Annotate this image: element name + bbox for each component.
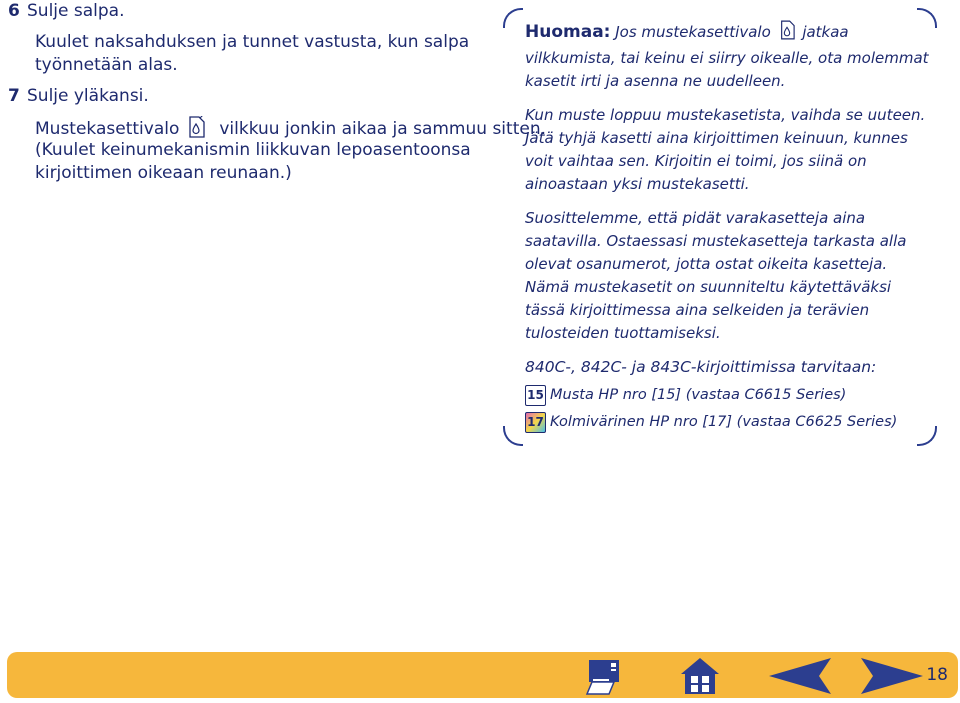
cartridge-item [525,409,935,436]
step-7-text-before-icon: Mustekasettivalo [35,119,180,139]
note-paragraph-2: Kun muste loppuu mustekasetista, vaihda se uuteen. Jätä tyhjä kasetti aina kirjoittimen keinuun, kunnes voit vaihtaa sen. Kirjoitin ei toimi, jos siinä on ainoastaan yksi mustekasetti. [525,106,926,193]
step-7-text-after-icon: vilkkuu jonkin aikaa ja sammuu sitten. [219,119,546,139]
note-paragraph-1 [525,20,935,93]
step-6-description-line: Kuulet naksahduksen ja tunnet vastusta, kun salpa [35,32,470,52]
next-arrow-icon[interactable] [859,656,925,700]
footer-navigation-bar [7,652,958,698]
note-corner [503,8,523,28]
note-text-after-icon: jatkaa vilkkumista, [525,23,849,67]
step-label: Sulje yläkansi. [27,86,149,106]
cartridge-label: Musta HP nro [15] (vastaa C6615 Series) [550,387,847,403]
note-box [503,8,937,446]
note-text-rest: tai keinu ei siirry oikealle, ota molemmat kasetit irti ja asenna ne uudelleen. [525,49,929,90]
step-7-description-line: kirjoittimen oikeaan reunaan.) [35,163,292,183]
black-cartridge-badge-icon: 15 [525,385,546,406]
note-paragraph-3: Suosittelemme, että pidät varakasetteja aina saatavilla. Ostaessasi mustekasetteja tarkasta alla olevat osanumerot, jotta ostat oikeita kasetteja. Nämä mustekasetit on suunniteltu käytettäväksi tässä kirjoittimessa aina selkeiden ja terävien tulosteiden tuottamiseksi. [525,209,907,342]
note-title: Huomaa: [525,22,611,42]
prev-arrow-icon[interactable] [767,656,833,700]
step-number: 6 [8,1,20,21]
note-corner [503,426,523,446]
note-content [525,20,935,436]
step-7-description-line: (Kuulet keinumekanismin liikkuvan lepoasentoonsa [35,140,471,160]
cartridge-item [525,382,935,409]
note-text-before-icon: Jos mustekasettivalo [615,23,771,41]
home-icon[interactable] [679,656,721,700]
step-number: 7 [8,86,20,106]
step-6-description-line: työnnetään alas. [35,55,178,75]
printer-icon[interactable] [583,656,629,700]
models-heading: 840C-, 842C- ja 843C-kirjoittimissa tarvitaan: [525,358,877,376]
step-label: Sulje salpa. [27,1,125,21]
page-number: 18 [926,665,948,685]
ink-cartridge-light-icon [779,20,795,47]
color-cartridge-badge-icon: 17 [525,412,546,433]
cartridge-label: Kolmivärinen HP nro [17] (vastaa C6625 Series) [550,414,898,430]
